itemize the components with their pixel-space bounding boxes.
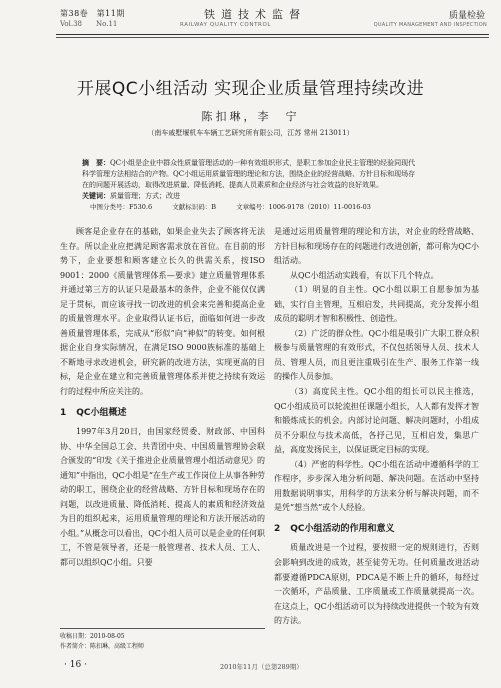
feature-item: （4）严密的科学性。QC小组在活动中遵循科学的工作程序，步步深入地分析问题、解决问题。在活动中坚持用数据说明事实，用科学的方法来分析与解决问题，而不是凭“想当然”或个人经验。	[274, 459, 479, 513]
article-title: 开展QC小组活动 实现企业质量管理持续改进	[76, 79, 425, 99]
feature-item: （3）高度民主性。QC小组的组长可以民主推选，QC小组成员可以轮流担任课题小组长，人人都有发挥才智和锻炼成长的机会。内部讨论问题、解决问题时，小组成员不分职位与技术高低，各抒己见，互相启发，集思广益，高度发扬民主，以保证既定目标的实现。	[274, 387, 479, 455]
paragraph: 从QC小组活动实践看，有以下几个特点。	[290, 270, 439, 280]
section-title: QC小组活动的作用和意义	[290, 523, 395, 534]
author-bio: 作者简介：陈扣琳，高级工程师	[60, 643, 145, 650]
paragraph: 质量改进是一个过程，要按照一定的规则进行，否则会影响到改进的成效，甚至徒劳无功。任何质量改进活动都要遵循PDCA原则，PDCA是不断上升的循环，每经过一次循环，产品质量、工序质量或工作质量就提高一次。在这点上，QC小组活动可以为持续改进提供一个较为有效的方法。	[274, 543, 479, 626]
section-heading	[60, 406, 265, 421]
section-title: QC小组概述	[76, 407, 127, 418]
section-number: 2	[274, 523, 281, 534]
issue-date-footer: 2010年11月（总第289期）	[220, 663, 303, 671]
page-number: · 16 ·	[64, 660, 87, 670]
abstract-block	[82, 158, 418, 202]
feature-item: （2）广泛的群众性。QC小组是吸引广大职工群众积极参与质量管理的有效形式，不仅包括领导人员、技术人员、管理人员，而且更注重吸引在生产、服务工作第一线的操作人员参加。	[274, 328, 479, 382]
left-column	[60, 225, 265, 571]
abstract-text: QC小组是企业中群众性质量管理活动的一种有效组织形式，是职工参加企业民主管理的经验同现代科学管理方法相结合的产物。QC小组运用质量管理的理论和方法，围绕企业的经营战略、方针目标和现场存在的问题开展活动，取得改进质量、降低消耗、提高人员素质和企业经济与社会效益的良好效果。	[82, 159, 416, 189]
journal-title-cn: 铁道技术监督	[204, 8, 306, 21]
clc-number: 中图分类号：F530.6	[90, 203, 153, 211]
document-code: 文献标识码：B	[172, 203, 216, 211]
keywords-text: 质量管理；方式；改进	[110, 192, 180, 200]
paragraph: 是通过运用质量管理的理论和方法，对企业的经营战略、方针目标和现场存在的问题进行改进创新，都可称为QC小组活动。	[274, 227, 479, 266]
volume-issue-cn: 第38卷 第11期	[60, 9, 125, 18]
received-date: 收稿日期：2010-08-05	[60, 633, 125, 640]
footnote	[60, 628, 265, 652]
section-number: 1	[60, 407, 67, 418]
keywords	[82, 191, 418, 202]
article-authors: 陈扣琳，李 宁	[201, 110, 300, 123]
keywords-label: 关键词：	[82, 192, 110, 200]
classification-line	[90, 202, 389, 211]
paragraph: 1997年3月20日，由国家经贸委、财政部、中国科协、中华全国总工会、共青团中央、中国质量管理协会联合颁发的“印发《关于推进企业质量管理小组活动意见》的通知”中指出，QC小组是“在生产或工作岗位上从事各种劳动的职工，围绕企业的经营战略、方针目标和现场存在的问题，以改进质量、降低消耗、提高人的素质和经济效益为目的组织起来，运用质量管理的理论和方法开展活动的小组。”从概念可以看出，QC小组人员可以是企业的任何职工，不管是领导者，还是一般管理者、技术人员、工人、都可以组织QC小组。只要	[60, 427, 265, 568]
journal-title-en: RAILWAY QUALITY CONTROL	[180, 22, 272, 28]
feature-item: （1）明显的自主性。QC小组以职工自愿参加为基础，实行自主管理，互相启发，共同提高，充分发挥小组成员的聪明才智和积极性、创造性。	[274, 285, 479, 324]
paragraph: 顾客是企业存在的基础，如果企业失去了顾客将无法生存。所以企业应把满足顾客需求放在首位。在目前的形势下，企业要想和顾客建立长久的供需关系，按ISO 9001：2000《质量管理体系—要求》建立质量管理体系并通过第三方的认证只是最基本的条件，企业不能仅仅满足于贯标，而应该寻找一切改进的机会来完善和提高企业的质量管理水平。企业取得认证书后，面临如何进一步改善质量管理体系，完成从“形似”向“神似”的转变。如何根据企业自身实际情况，在满足ISO 9000族标准的基础上不断地寻求改进机会，研究新的改进方法，实现更高的目标，是企业在建立和完善质量管理体系并使之持续有效运行的过程中所应关注的。	[60, 227, 265, 397]
section-heading	[274, 522, 479, 537]
author-affiliation: （南车戚墅堰机车车辆工艺研究所有限公司，江苏 常州 213011）	[147, 129, 354, 137]
article-number: 文章编号：1006-9178（2010）11-0016-03	[236, 203, 371, 211]
running-header	[0, 0, 501, 48]
section-name-cn: 质量检验	[448, 11, 485, 21]
right-column	[274, 225, 479, 629]
abstract	[82, 158, 418, 191]
header-rule	[56, 34, 489, 38]
section-name-en: QUALITY MANAGEMENT AND INSPECTION	[373, 22, 487, 28]
volume-issue-en: Vol.38 No.11	[60, 20, 118, 28]
abstract-label: 摘 要：	[82, 159, 110, 167]
